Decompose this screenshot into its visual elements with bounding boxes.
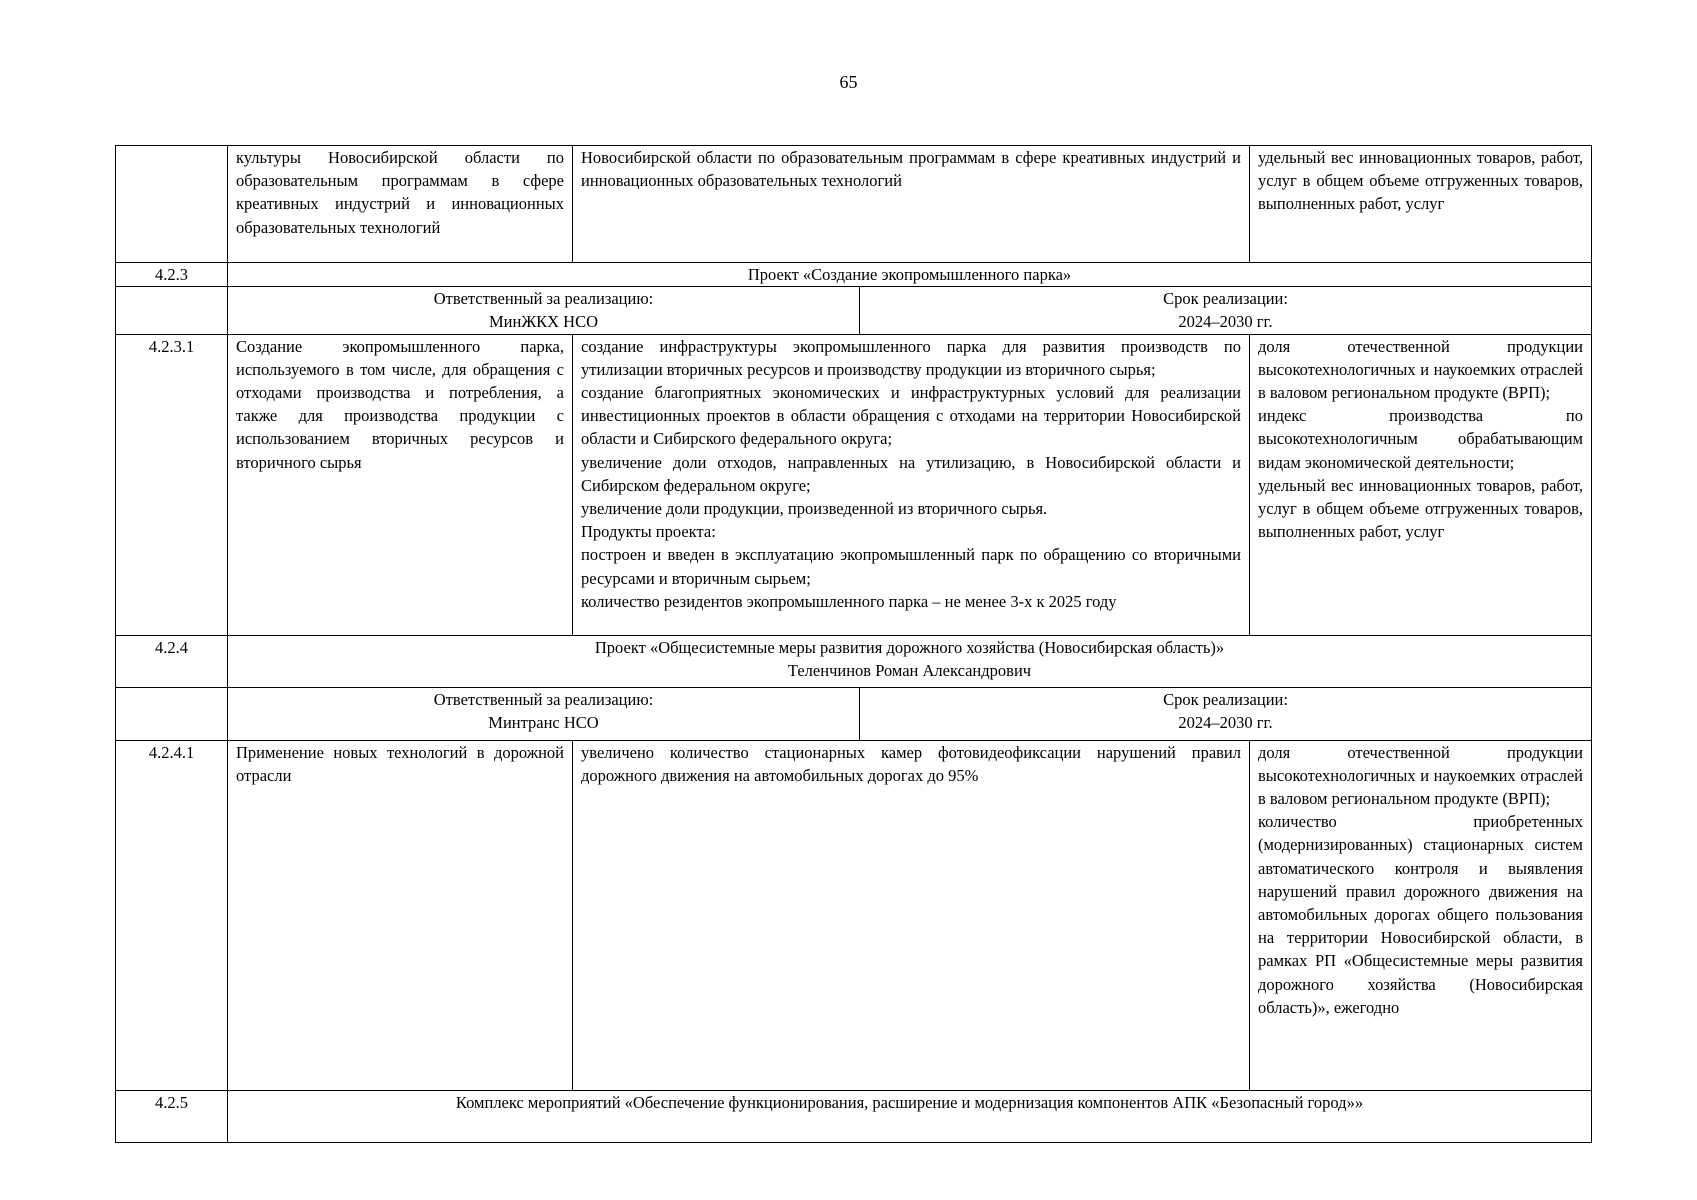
row-number-cell: 4.2.3 [116,263,228,287]
project-title-cell [228,635,1592,687]
results-cell [573,146,1250,263]
result-item: количество резидентов экопромышленного парка – не менее 3-х к 2025 году [581,591,1117,611]
measures-table [115,145,1592,1143]
term-cell [860,687,1592,740]
responsible-value: Минтранс НСО [488,712,599,732]
indicator-item: доля отечественной продукции высокотехнологичных и наукоемких отраслей в валовом региональном продукте (ВРП); [1258,336,1583,403]
indicator-item: количество приобретенных (модернизированных) стационарных систем автоматического контроля и выявления нарушений правил дорожного движения на автомобильных дорогах общего пользования на территории Новосибирской области, в рамках РП «Общесистемные меры развития дорожного хозяйства (Новосибирская область)», ежегодно [1258,812,1583,1017]
result-item: создание благоприятных экономических и инфраструктурных условий для реализации инвестиционных проектов в области обращения с отходами на территории Новосибирской области и Сибирского федерального округа; [581,383,1241,449]
row-number-cell: 4.2.4.1 [116,740,228,1090]
responsible-cell [228,687,860,740]
table-row [116,334,1592,635]
result-item: Продукты проекта: [581,522,716,542]
term-value: 2024–2030 гг. [1178,712,1273,732]
indicators-cell [1250,146,1592,263]
result-item: Новосибирской области по образовательным программам в сфере креативных индустрий и инновационных образовательных технологий [581,148,1241,191]
table-row [116,146,1592,263]
row-number-cell: 4.2.3.1 [116,334,228,635]
event-cell: культуры Новосибирской области по образовательным программам в сфере креативных индустрий и инновационных образовательных технологий [228,146,573,263]
project-title: Проект «Создание экопромышленного парка» [228,263,1592,287]
responsible-label: Ответственный за реализацию: [433,689,654,709]
row-number-cell: 4.2.4 [116,635,228,687]
term-label: Срок реализации: [1163,689,1288,709]
result-item: построен и введен в эксплуатацию экопромышленный парк по обращению со вторичными ресурсами и вторичным сырьем; [581,545,1241,588]
results-cell [573,334,1250,635]
indicator-item: индекс производства по высокотехнологичным обрабатывающим видам экономической деятельности; [1258,406,1583,472]
responsibility-row [116,287,1592,334]
result-item: создание инфраструктуры экопромышленного парка для развития производств по утилизации вторичных ресурсов и производству продукции из вторичного сырья; [581,336,1241,379]
responsible-label: Ответственный за реализацию: [433,289,654,309]
project-row [116,263,1592,287]
project-row [116,635,1592,687]
term-label: Срок реализации: [1163,289,1288,309]
complex-row [116,1090,1592,1142]
responsible-value: МинЖКХ НСО [489,312,598,332]
responsible-cell [228,287,860,334]
result-item: увеличение доли отходов, направленных на утилизацию, в Новосибирской области и Сибирском федеральном округе; [581,452,1241,495]
project-person: Теленчинов Роман Александрович [787,660,1032,680]
indicators-cell [1250,334,1592,635]
table-row [116,740,1592,1090]
project-title: Проект «Общесистемные меры развития дорожного хозяйства (Новосибирская область)» [594,637,1225,657]
event-cell: Применение новых технологий в дорожной отрасли [228,740,573,1090]
results-cell [573,740,1250,1090]
term-cell [860,287,1592,334]
complex-title: Комплекс мероприятий «Обеспечение функционирования, расширение и модернизация компонентов АПК «Безопасный город»» [228,1090,1592,1142]
event-cell: Создание экопромышленного парка, используемого в том числе, для обращения с отходами производства и потребления, а также для производства продукции с использованием вторичных ресурсов и вторичного сырья [228,334,573,635]
result-item: увеличено количество стационарных камер фотовидеофиксации нарушений правил дорожного движения на автомобильных дорогах до 95% [581,742,1241,785]
row-number-cell [116,146,228,263]
page-number: 65 [839,72,858,92]
term-value: 2024–2030 гг. [1178,312,1273,332]
row-number-cell: 4.2.5 [116,1090,228,1142]
indicators-cell [1250,740,1592,1090]
indicator-item: доля отечественной продукции высокотехнологичных и наукоемких отраслей в валовом региональном продукте (ВРП); [1258,742,1583,809]
responsibility-row [116,687,1592,740]
result-item: увеличение доли продукции, произведенной из вторичного сырья. [581,499,1048,519]
indicator-item: удельный вес инновационных товаров, работ, услуг в общем объеме отгруженных товаров, выполненных работ, услуг [1258,148,1583,214]
indicator-item: удельный вес инновационных товаров, работ, услуг в общем объеме отгруженных товаров, выполненных работ, услуг [1258,475,1583,542]
